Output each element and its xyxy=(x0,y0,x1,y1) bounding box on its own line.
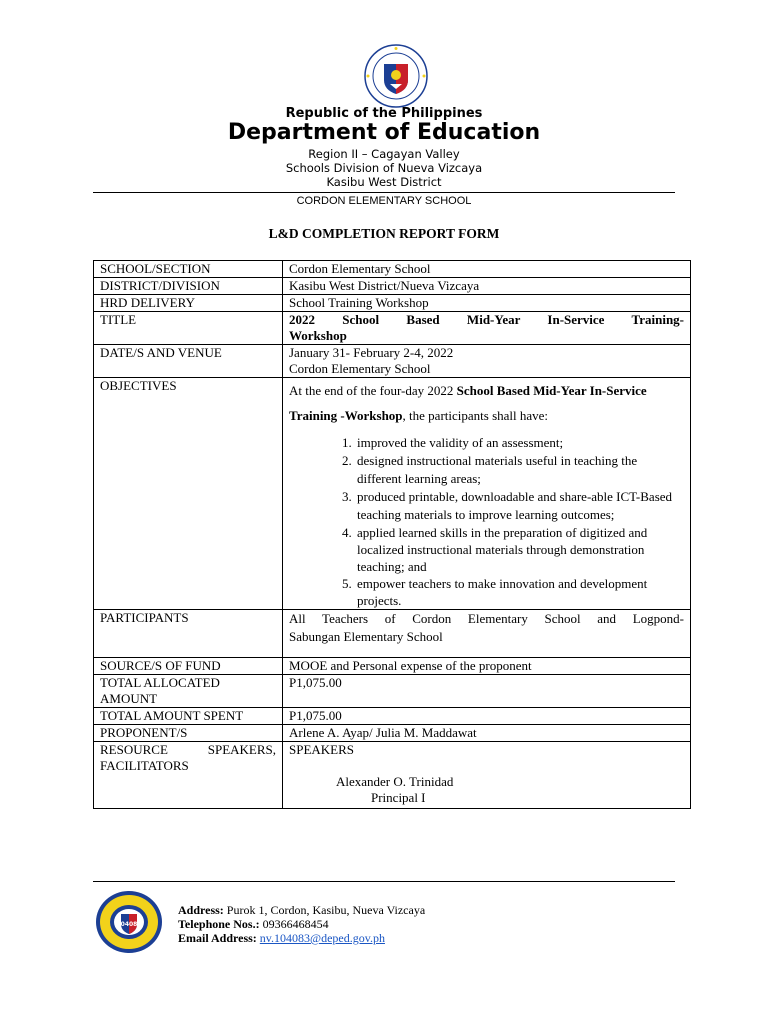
email-row xyxy=(178,931,425,945)
telephone-label: Telephone Nos.: xyxy=(178,917,260,931)
table-row xyxy=(94,610,691,658)
participants-line-2: Sabungan Elementary School xyxy=(289,629,443,644)
email-link[interactable]: nv.104083@deped.gov.ph xyxy=(259,931,385,945)
row-value xyxy=(283,312,691,345)
school-seal-logo xyxy=(95,890,163,954)
list-item: 1. improved the validity of an assessment; xyxy=(355,434,684,452)
row-value: P1,075.00 xyxy=(283,675,691,708)
row-label: PARTICIPANTS xyxy=(94,610,283,658)
address-label: Address: xyxy=(178,903,224,917)
telephone-row xyxy=(178,917,425,931)
table-row xyxy=(94,725,691,742)
speaker-position: Principal I xyxy=(371,790,426,805)
objectives-intro-a: At the end of the four-day 2022 xyxy=(289,383,457,398)
table-row xyxy=(94,378,691,610)
venue-value: Cordon Elementary School xyxy=(289,361,431,376)
school-name: CORDON ELEMENTARY SCHOOL xyxy=(296,195,472,207)
allocated-label-line-1: TOTAL ALLOCATED xyxy=(100,675,220,690)
row-label: PROPONENT/S xyxy=(94,725,283,742)
seal-id-text: 104083 xyxy=(116,921,142,928)
division-line: Schools Division of Nueva Vizcaya xyxy=(285,161,483,175)
objectives-intro-c: , the participants shall have: xyxy=(402,408,549,423)
district-line: Kasibu West District xyxy=(326,175,442,189)
row-value xyxy=(283,378,691,610)
row-value: Cordon Elementary School xyxy=(283,261,691,278)
table-row xyxy=(94,261,691,278)
list-item: 2. designed instructional materials useful in teaching the different learning areas; xyxy=(355,452,684,488)
table-row xyxy=(94,675,691,708)
objectives-intro-b: School Based Mid-Year In-Service Training -Workshop xyxy=(289,383,647,423)
allocated-label-line-2: AMOUNT xyxy=(100,691,158,706)
row-label: HRD DELIVERY xyxy=(94,295,283,312)
table-row xyxy=(94,708,691,725)
row-label: TITLE xyxy=(94,312,283,345)
title-line-2: Workshop xyxy=(289,328,347,343)
row-value xyxy=(283,610,691,658)
list-item: 5. empower teachers to make innovation and development projects. xyxy=(355,575,684,609)
footer-contact xyxy=(178,903,425,945)
row-label: SOURCE/S OF FUND xyxy=(94,658,283,675)
row-value: Kasibu West District/Nueva Vizcaya xyxy=(283,278,691,295)
resource-label-line-2: FACILITATORS xyxy=(100,758,189,773)
region-line: Region II – Cagayan Valley xyxy=(308,147,460,161)
row-value: School Training Workshop xyxy=(283,295,691,312)
table-row xyxy=(94,295,691,312)
row-value: Arlene A. Ayap/ Julia M. Maddawat xyxy=(283,725,691,742)
row-label: DATE/S AND VENUE xyxy=(94,345,283,378)
form-title: L&D COMPLETION REPORT FORM xyxy=(268,226,500,241)
table-row xyxy=(94,312,691,345)
table-row xyxy=(94,278,691,295)
objectives-list xyxy=(289,434,684,609)
list-item: 4. applied learned skills in the preparation of digitized and localized instructional materials through demonstration teaching; and xyxy=(355,524,684,575)
table-row xyxy=(94,742,691,809)
resource-label-line-1: RESOURCE SPEAKERS, xyxy=(100,742,276,757)
participants-line-1: All Teachers of Cordon Elementary School and Logpond- xyxy=(289,611,684,626)
speakers-heading: SPEAKERS xyxy=(289,742,355,757)
row-label: OBJECTIVES xyxy=(94,378,283,610)
row-value xyxy=(283,742,691,809)
row-label: SCHOOL/SECTION xyxy=(94,261,283,278)
email-label: Email Address: xyxy=(178,931,257,945)
telephone-value: 09366468454 xyxy=(262,917,329,931)
row-value: P1,075.00 xyxy=(283,708,691,725)
report-table xyxy=(93,260,691,809)
table-row xyxy=(94,658,691,675)
republic-heading: Republic of the Philippines xyxy=(285,106,483,121)
date-value: January 31- February 2-4, 2022 xyxy=(289,345,454,360)
row-label xyxy=(94,742,283,809)
department-heading: Department of Education xyxy=(227,120,541,145)
row-value xyxy=(283,345,691,378)
row-label xyxy=(94,675,283,708)
row-value: MOOE and Personal expense of the proponent xyxy=(283,658,691,675)
speaker-name: Alexander O. Trinidad xyxy=(336,774,454,789)
header-divider xyxy=(93,192,675,193)
list-item: 3. produced printable, downloadable and share-able ICT-Based teaching materials to improve learning outcomes; xyxy=(355,488,684,524)
table-row xyxy=(94,345,691,378)
address-value: Purok 1, Cordon, Kasibu, Nueva Vizcaya xyxy=(226,903,426,917)
row-label: TOTAL AMOUNT SPENT xyxy=(94,708,283,725)
title-line-1: 2022 School Based Mid-Year In-Service Training- xyxy=(289,312,684,327)
row-label: DISTRICT/DIVISION xyxy=(94,278,283,295)
objectives-intro xyxy=(289,378,684,428)
footer-divider xyxy=(93,881,675,882)
deped-seal-logo xyxy=(356,44,436,108)
address-row xyxy=(178,903,425,917)
